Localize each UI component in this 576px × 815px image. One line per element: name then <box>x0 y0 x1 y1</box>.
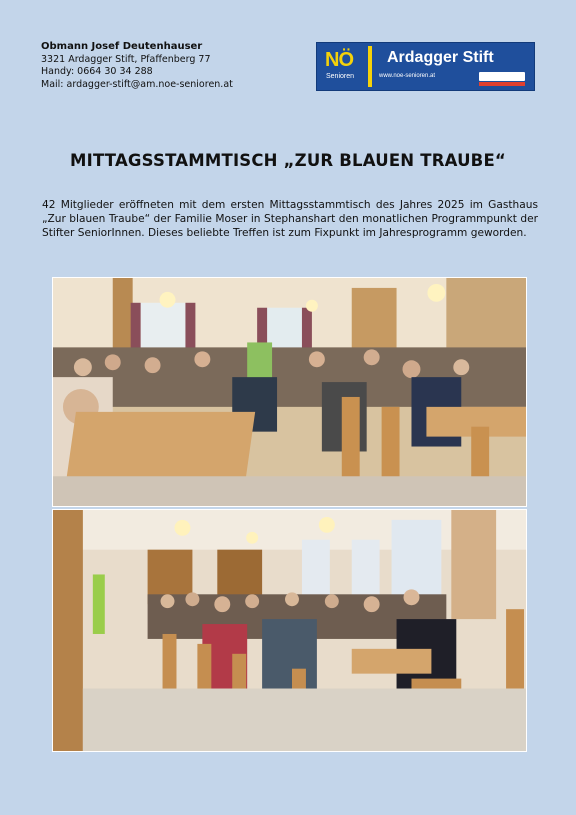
page-headline: MITTAGSSTAMMTISCH „ZUR BLAUEN TRAUBE“ <box>70 151 506 170</box>
logo-noe-text: NÖ <box>325 49 353 71</box>
logo-url: www.noe-senioren.at <box>379 73 436 79</box>
contact-name: Obmann Josef Deutenhauser <box>41 41 203 52</box>
photo-stammtisch-1 <box>52 277 527 507</box>
photo-stammtisch-2 <box>52 509 527 752</box>
logo-mini-stripe <box>479 82 525 86</box>
logo-title: Ardagger Stift <box>387 49 494 66</box>
noe-senioren-logo <box>316 42 535 91</box>
photo-2-illustration <box>53 510 526 751</box>
contact-phone: Handy: 0664 30 34 288 <box>41 66 153 77</box>
contact-block <box>41 41 233 91</box>
intro-paragraph: 42 Mitglieder eröffneten mit dem ersten Mittagsstammtisch des Jahres 2025 im Gasthaus „Zur blauen Traube“ der Familie Moser in Stephanshart den monatlichen Programmpunkt der Stifter SeniorInnen. Dieses beliebte Treffen ist zum Fixpunkt im Jahresprogramm geworden. <box>42 199 538 240</box>
logo-senioren-text: Senioren <box>326 73 355 80</box>
photo-1-illustration <box>53 278 526 506</box>
contact-address: 3321 Ardagger Stift, Pfaffenberg 77 <box>41 53 211 65</box>
logo-mini-badge <box>479 72 525 81</box>
contact-mail: Mail: ardagger-stift@am.noe-senioren.at <box>41 78 233 90</box>
logo-divider <box>368 46 372 87</box>
